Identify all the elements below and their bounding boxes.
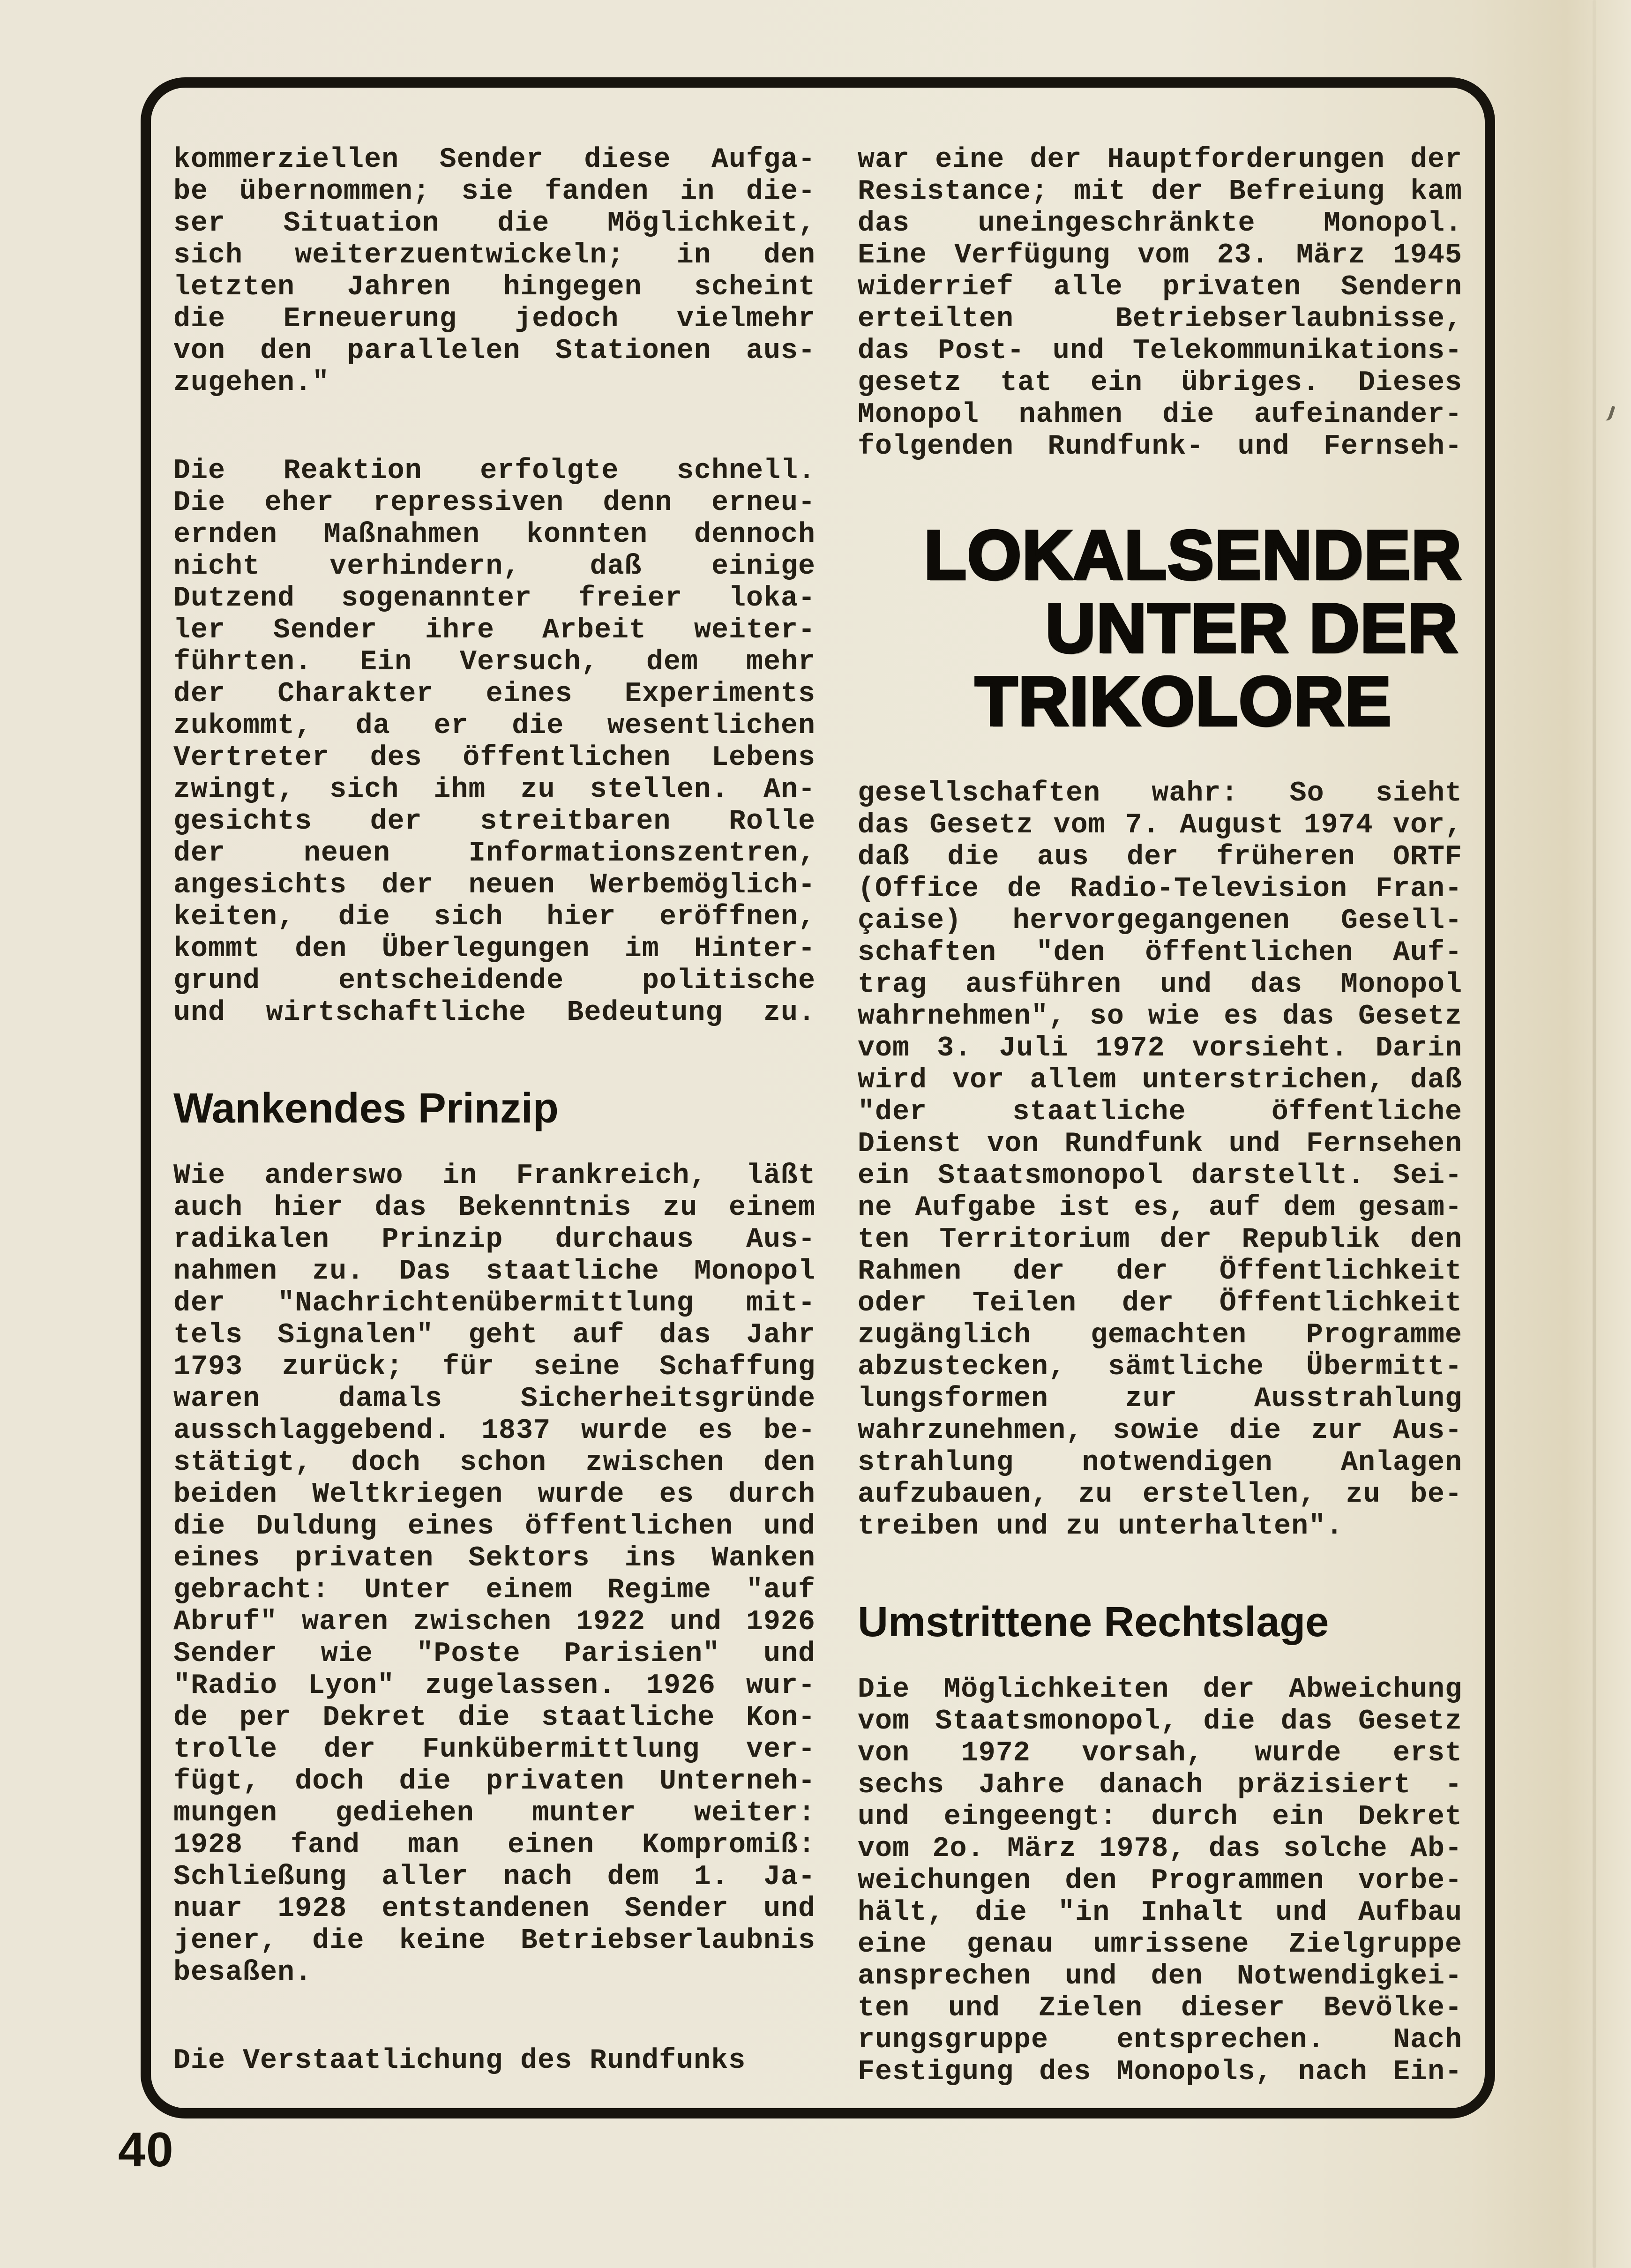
text-line: (Office de Radio-Television Fran- xyxy=(858,873,1462,905)
article-border-frame xyxy=(141,77,1495,2118)
text-line: zugehen." xyxy=(173,367,330,399)
text-line: daß die aus der früheren ORTF xyxy=(858,841,1462,873)
text-line: Resistance; mit der Befreiung kam xyxy=(858,176,1462,208)
text-line: 1928 fand man einen Kompromiß: xyxy=(173,1829,816,1861)
text-line: vom 2o. März 1978, das solche Ab- xyxy=(858,1833,1462,1865)
text-line: der "Nachrichtenübermittlung mit- xyxy=(173,1287,816,1319)
text-line: von den parallelen Stationen aus- xyxy=(173,335,816,367)
text-line: und wirtschaftliche Bedeutung zu. xyxy=(173,997,816,1029)
text-line: weichungen den Programmen vorbe- xyxy=(858,1865,1462,1897)
text-line: sich weiterzuentwickeln; in den xyxy=(173,240,816,271)
paragraph xyxy=(173,455,816,1029)
text-line: Eine Verfügung vom 23. März 1945 xyxy=(858,240,1462,271)
text-line: waren damals Sicherheitsgründe xyxy=(173,1383,816,1415)
text-line: Festigung des Monopols, nach Ein- xyxy=(858,2056,1462,2088)
text-line: 1793 zurück; für seine Schaffung xyxy=(173,1351,816,1383)
text-line: "Radio Lyon" zugelassen. 1926 wur- xyxy=(173,1670,816,1702)
text-line: trolle der Funkübermittlung ver- xyxy=(173,1734,816,1766)
text-line: grund entscheidende politische xyxy=(173,965,816,997)
text-line: hält, die "in Inhalt und Aufbau xyxy=(858,1897,1462,1929)
text-line: Vertreter des öffentlichen Lebens xyxy=(173,742,816,774)
headline-line: UNTER DER xyxy=(1045,590,1459,667)
paragraph xyxy=(858,1674,1462,2088)
text-line: nicht verhindern, daß einige xyxy=(173,551,816,583)
text-line: das Gesetz vom 7. August 1974 vor, xyxy=(858,809,1462,841)
paragraph xyxy=(858,144,1462,463)
text-line: rungsgruppe entsprechen. Nach xyxy=(858,2024,1462,2056)
text-line: führten. Ein Versuch, dem mehr xyxy=(173,646,816,678)
text-line: oder Teilen der Öffentlichkeit xyxy=(858,1287,1462,1319)
text-line: die Duldung eines öffentlichen und xyxy=(173,1511,816,1542)
text-line: vom 3. Juli 1972 vorsieht. Darin xyxy=(858,1033,1462,1064)
text-line: schaften "den öffentlichen Auf- xyxy=(858,937,1462,969)
text-line: nuar 1928 entstandenen Sender und xyxy=(173,1893,816,1925)
text-line: das uneingeschränkte Monopol. xyxy=(858,208,1462,240)
page-number: 40 xyxy=(118,2123,174,2177)
text-line: die Erneuerung jedoch vielmehr xyxy=(173,303,816,335)
text-line: trag ausführen und das Monopol xyxy=(858,969,1462,1001)
text-line: abzustecken, sämtliche Übermitt- xyxy=(858,1351,1462,1383)
text-line: be übernommen; sie fanden in die- xyxy=(173,176,816,208)
text-line: keiten, die sich hier eröffnen, xyxy=(173,901,816,933)
text-line: kommt den Überlegungen im Hinter- xyxy=(173,933,816,965)
text-line: von 1972 vorsah, wurde erst xyxy=(858,1737,1462,1769)
text-line: letzten Jahren hingegen scheint xyxy=(173,271,816,303)
headline-line: TRIKOLORE xyxy=(975,663,1392,740)
text-line: Die Reaktion erfolgte schnell. xyxy=(173,455,816,487)
text-line: jener, die keine Betriebserlaubnis xyxy=(173,1925,816,1957)
text-line: Rahmen der der Öffentlichkeit xyxy=(858,1256,1462,1287)
text-line: Abruf" waren zwischen 1922 und 1926 xyxy=(173,1606,816,1638)
paragraph xyxy=(173,1160,816,1989)
article-headline xyxy=(858,516,1462,740)
text-line: kommerziellen Sender diese Aufga- xyxy=(173,144,816,176)
text-line: radikalen Prinzip durchaus Aus- xyxy=(173,1224,816,1256)
text-line: Sender wie "Poste Parisien" und xyxy=(173,1638,816,1670)
text-line: gesellschaften wahr: So sieht xyxy=(858,778,1462,809)
text-line: und eingeengt: durch ein Dekret xyxy=(858,1801,1462,1833)
text-line: "der staatliche öffentliche xyxy=(858,1096,1462,1128)
margin-check-mark xyxy=(1596,402,1616,422)
text-line: wahrzunehmen, sowie die zur Aus- xyxy=(858,1415,1462,1447)
text-line: Dienst von Rundfunk und Fernsehen xyxy=(858,1128,1462,1160)
paragraph xyxy=(173,2045,816,2077)
text-line: der Charakter eines Experiments xyxy=(173,678,816,710)
text-line: Die Verstaatlichung des Rundfunks xyxy=(173,2045,746,2077)
text-line: çaise) hervorgegangenen Gesell- xyxy=(858,905,1462,937)
text-line: besaßen. xyxy=(173,1957,313,1989)
text-line: folgenden Rundfunk- und Fernseh- xyxy=(858,431,1462,463)
text-line: das Post- und Telekommunikations- xyxy=(858,335,1462,367)
text-line: beiden Weltkriegen wurde es durch xyxy=(173,1479,816,1511)
text-line: eines privaten Sektors ins Wanken xyxy=(173,1542,816,1574)
text-line: aufzubauen, zu erstellen, zu be- xyxy=(858,1479,1462,1511)
text-line: zwingt, sich ihm zu stellen. An- xyxy=(173,774,816,806)
text-line: angesichts der neuen Werbemöglich- xyxy=(173,869,816,901)
text-line: sechs Jahre danach präzisiert - xyxy=(858,1769,1462,1801)
text-line: Schließung aller nach dem 1. Ja- xyxy=(173,1861,816,1893)
text-line: vom Staatsmonopol, die das Gesetz xyxy=(858,1706,1462,1737)
section-heading: Umstrittene Rechtslage xyxy=(858,1599,1329,1646)
text-line: gesichts der streitbaren Rolle xyxy=(173,806,816,838)
text-line: wahrnehmen", so wie es das Gesetz xyxy=(858,1001,1462,1033)
text-line: gebracht: Unter einem Regime "auf xyxy=(173,1574,816,1606)
text-line: der neuen Informationszentren, xyxy=(173,838,816,869)
text-line: zukommt, da er die wesentlichen xyxy=(173,710,816,742)
headline-line: LOKALSENDER xyxy=(924,516,1462,594)
text-line: tels Signalen" geht auf das Jahr xyxy=(173,1319,816,1351)
text-line: erteilten Betriebserlaubnisse, xyxy=(858,303,1462,335)
text-line: Die eher repressiven denn erneu- xyxy=(173,487,816,519)
text-line: war eine der Hauptforderungen der xyxy=(858,144,1462,176)
text-line: nahmen zu. Das staatliche Monopol xyxy=(173,1256,816,1287)
text-line: ten Territorium der Republik den xyxy=(858,1224,1462,1256)
text-line: zugänglich gemachten Programme xyxy=(858,1319,1462,1351)
text-column-right xyxy=(858,144,1462,2144)
text-line: ler Sender ihre Arbeit weiter- xyxy=(173,614,816,646)
paper-fold-line xyxy=(1593,0,1596,2268)
text-line: ernden Maßnahmen konnten dennoch xyxy=(173,519,816,551)
section-heading: Wankendes Prinzip xyxy=(173,1085,559,1132)
text-column-left xyxy=(173,144,816,2133)
text-line: ansprechen und den Notwendigkei- xyxy=(858,1961,1462,1992)
text-line: ser Situation die Möglichkeit, xyxy=(173,208,816,240)
text-line: fügt, doch die privaten Unterneh- xyxy=(173,1766,816,1797)
text-line: Die Möglichkeiten der Abweichung xyxy=(858,1674,1462,1706)
text-line: Wie anderswo in Frankreich, läßt xyxy=(173,1160,816,1192)
text-line: de per Dekret die staatliche Kon- xyxy=(173,1702,816,1734)
text-line: eine genau umrissene Zielgruppe xyxy=(858,1929,1462,1961)
text-line: treiben und zu unterhalten". xyxy=(858,1511,1344,1542)
text-line: gesetz tat ein übriges. Dieses xyxy=(858,367,1462,399)
text-line: auch hier das Bekenntnis zu einem xyxy=(173,1192,816,1224)
text-line: Dutzend sogenannter freier loka- xyxy=(173,583,816,614)
text-line: lungsformen zur Ausstrahlung xyxy=(858,1383,1462,1415)
text-line: stätigt, doch schon zwischen den xyxy=(173,1447,816,1479)
text-line: ten und Zielen dieser Bevölke- xyxy=(858,1992,1462,2024)
text-line: ein Staatsmonopol darstellt. Sei- xyxy=(858,1160,1462,1192)
text-line: strahlung notwendigen Anlagen xyxy=(858,1447,1462,1479)
text-line: ne Aufgabe ist es, auf dem gesam- xyxy=(858,1192,1462,1224)
text-line: Monopol nahmen die aufeinander- xyxy=(858,399,1462,431)
paragraph xyxy=(858,778,1462,1542)
text-line: widerrief alle privaten Sendern xyxy=(858,271,1462,303)
paragraph xyxy=(173,144,816,399)
text-line: mungen gediehen munter weiter: xyxy=(173,1797,816,1829)
text-line: wird vor allem unterstrichen, daß xyxy=(858,1064,1462,1096)
text-line: ausschlaggebend. 1837 wurde es be- xyxy=(173,1415,816,1447)
